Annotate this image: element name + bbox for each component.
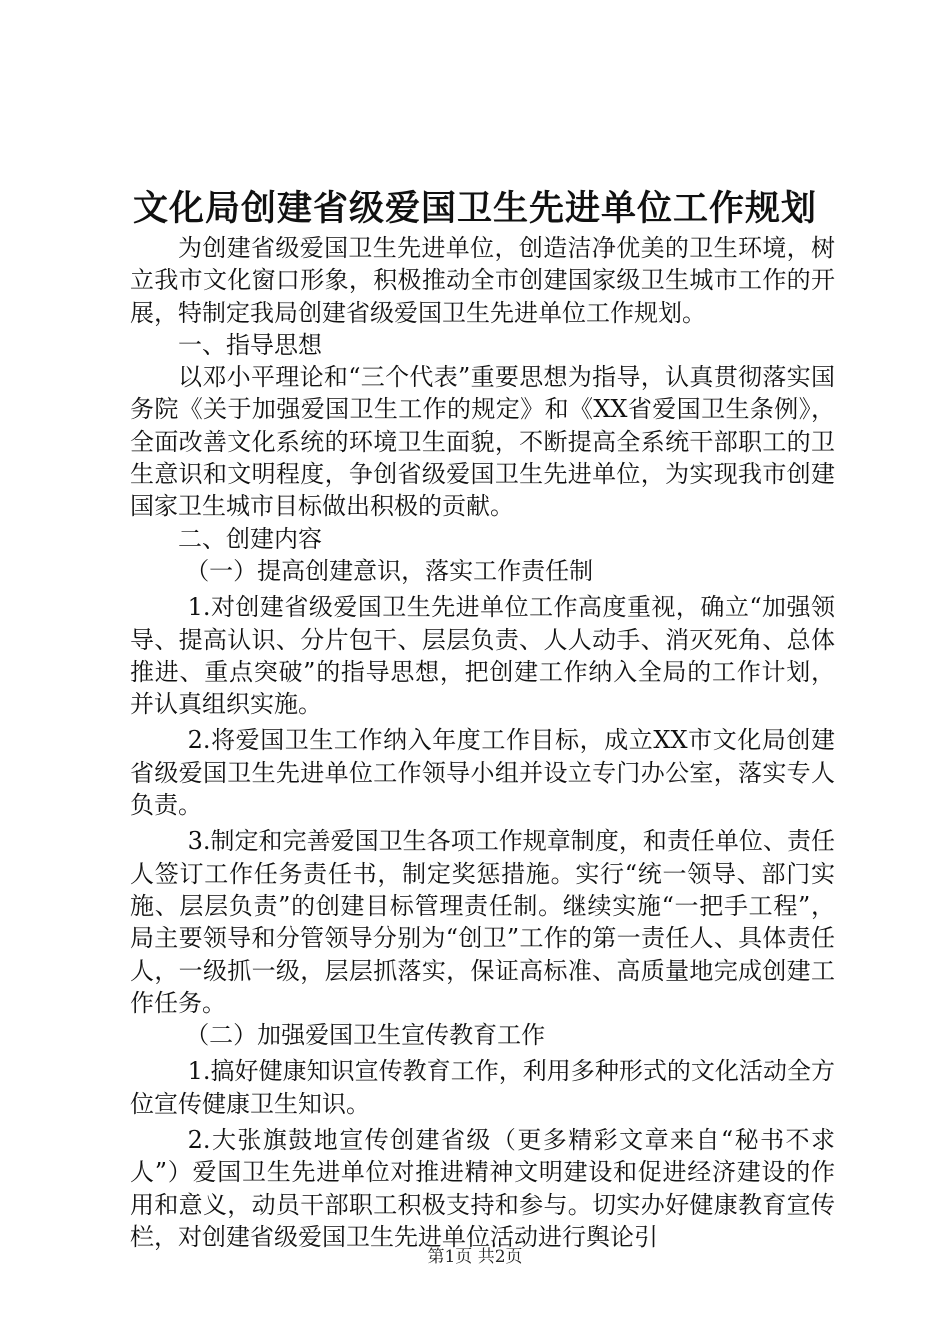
page-footer: 第1页 共2页	[427, 1247, 523, 1267]
intro-paragraph: 为创建省级爱国卫生先进单位，创造洁净优美的卫生环境，树立我市文化窗口形象，积极推动全市创建国家级卫生城市工作的开展，特制定我局创建省级爱国卫生先进单位工作规划。	[130, 234, 835, 327]
subsection-heading-2: （二）加强爱国卫生宣传教育工作	[185, 1021, 546, 1050]
section-heading-guiding-ideology: 一、指导思想	[178, 330, 322, 359]
list-item-1-3: 3.制定和完善爱国卫生各项工作规章制度，和责任单位、责任人签订工作任务责任书，制定奖惩措施。实行“统一领导、部门实施、层层负责”的创建目标管理责任制。继续实施“一把手工程”，局主要领导和分管领导分别为“创卫”工作的第一责任人、具体责任人，一级抓一级，层层抓落实，保证高标准、高质量地完成创建工作任务。	[130, 827, 835, 1017]
subsection-heading-1: （一）提高创建意识，落实工作责任制	[185, 556, 594, 585]
document-body	[130, 232, 835, 1253]
document-title: 文化局创建省级爱国卫生先进单位工作规划	[132, 188, 817, 229]
list-item-2-1: 1.搞好健康知识宣传教育工作，利用多种形式的文化活动全方位宣传健康卫生知识。	[130, 1057, 835, 1118]
list-item-2-2: 2.大张旗鼓地宣传创建省级（更多精彩文章来自“秘书不求人”）爱国卫生先进单位对推进精神文明建设和促进经济建设的作用和意义，动员干部职工积极支持和参与。切实办好健康教育宣传栏，对创建省级爱国卫生先进单位活动进行舆论引	[130, 1126, 835, 1251]
guiding-ideology-paragraph: 以邓小平理论和“三个代表”重要思想为指导，认真贯彻落实国务院《关于加强爱国卫生工作的规定》和《XX省爱国卫生条例》，全面改善文化系统的环境卫生面貌，不断提高全系统干部职工的卫生意识和文明程度，争创省级爱国卫生先进单位，为实现我市创建国家卫生城市目标做出积极的贡献。	[130, 363, 835, 521]
list-item-1-2: 2.将爱国卫生工作纳入年度工作目标，成立XX市文化局创建省级爱国卫生先进单位工作领导小组并设立专门办公室，落实专人负责。	[130, 726, 835, 820]
section-heading-creation-content: 二、创建内容	[178, 524, 322, 553]
list-item-1-1: 1.对创建省级爱国卫生先进单位工作高度重视，确立“加强领导、提高认识、分片包干、层层负责、人人动手、消灭死角、总体推进、重点突破”的指导思想，把创建工作纳入全局的工作计划，并认真组织实施。	[130, 593, 835, 719]
